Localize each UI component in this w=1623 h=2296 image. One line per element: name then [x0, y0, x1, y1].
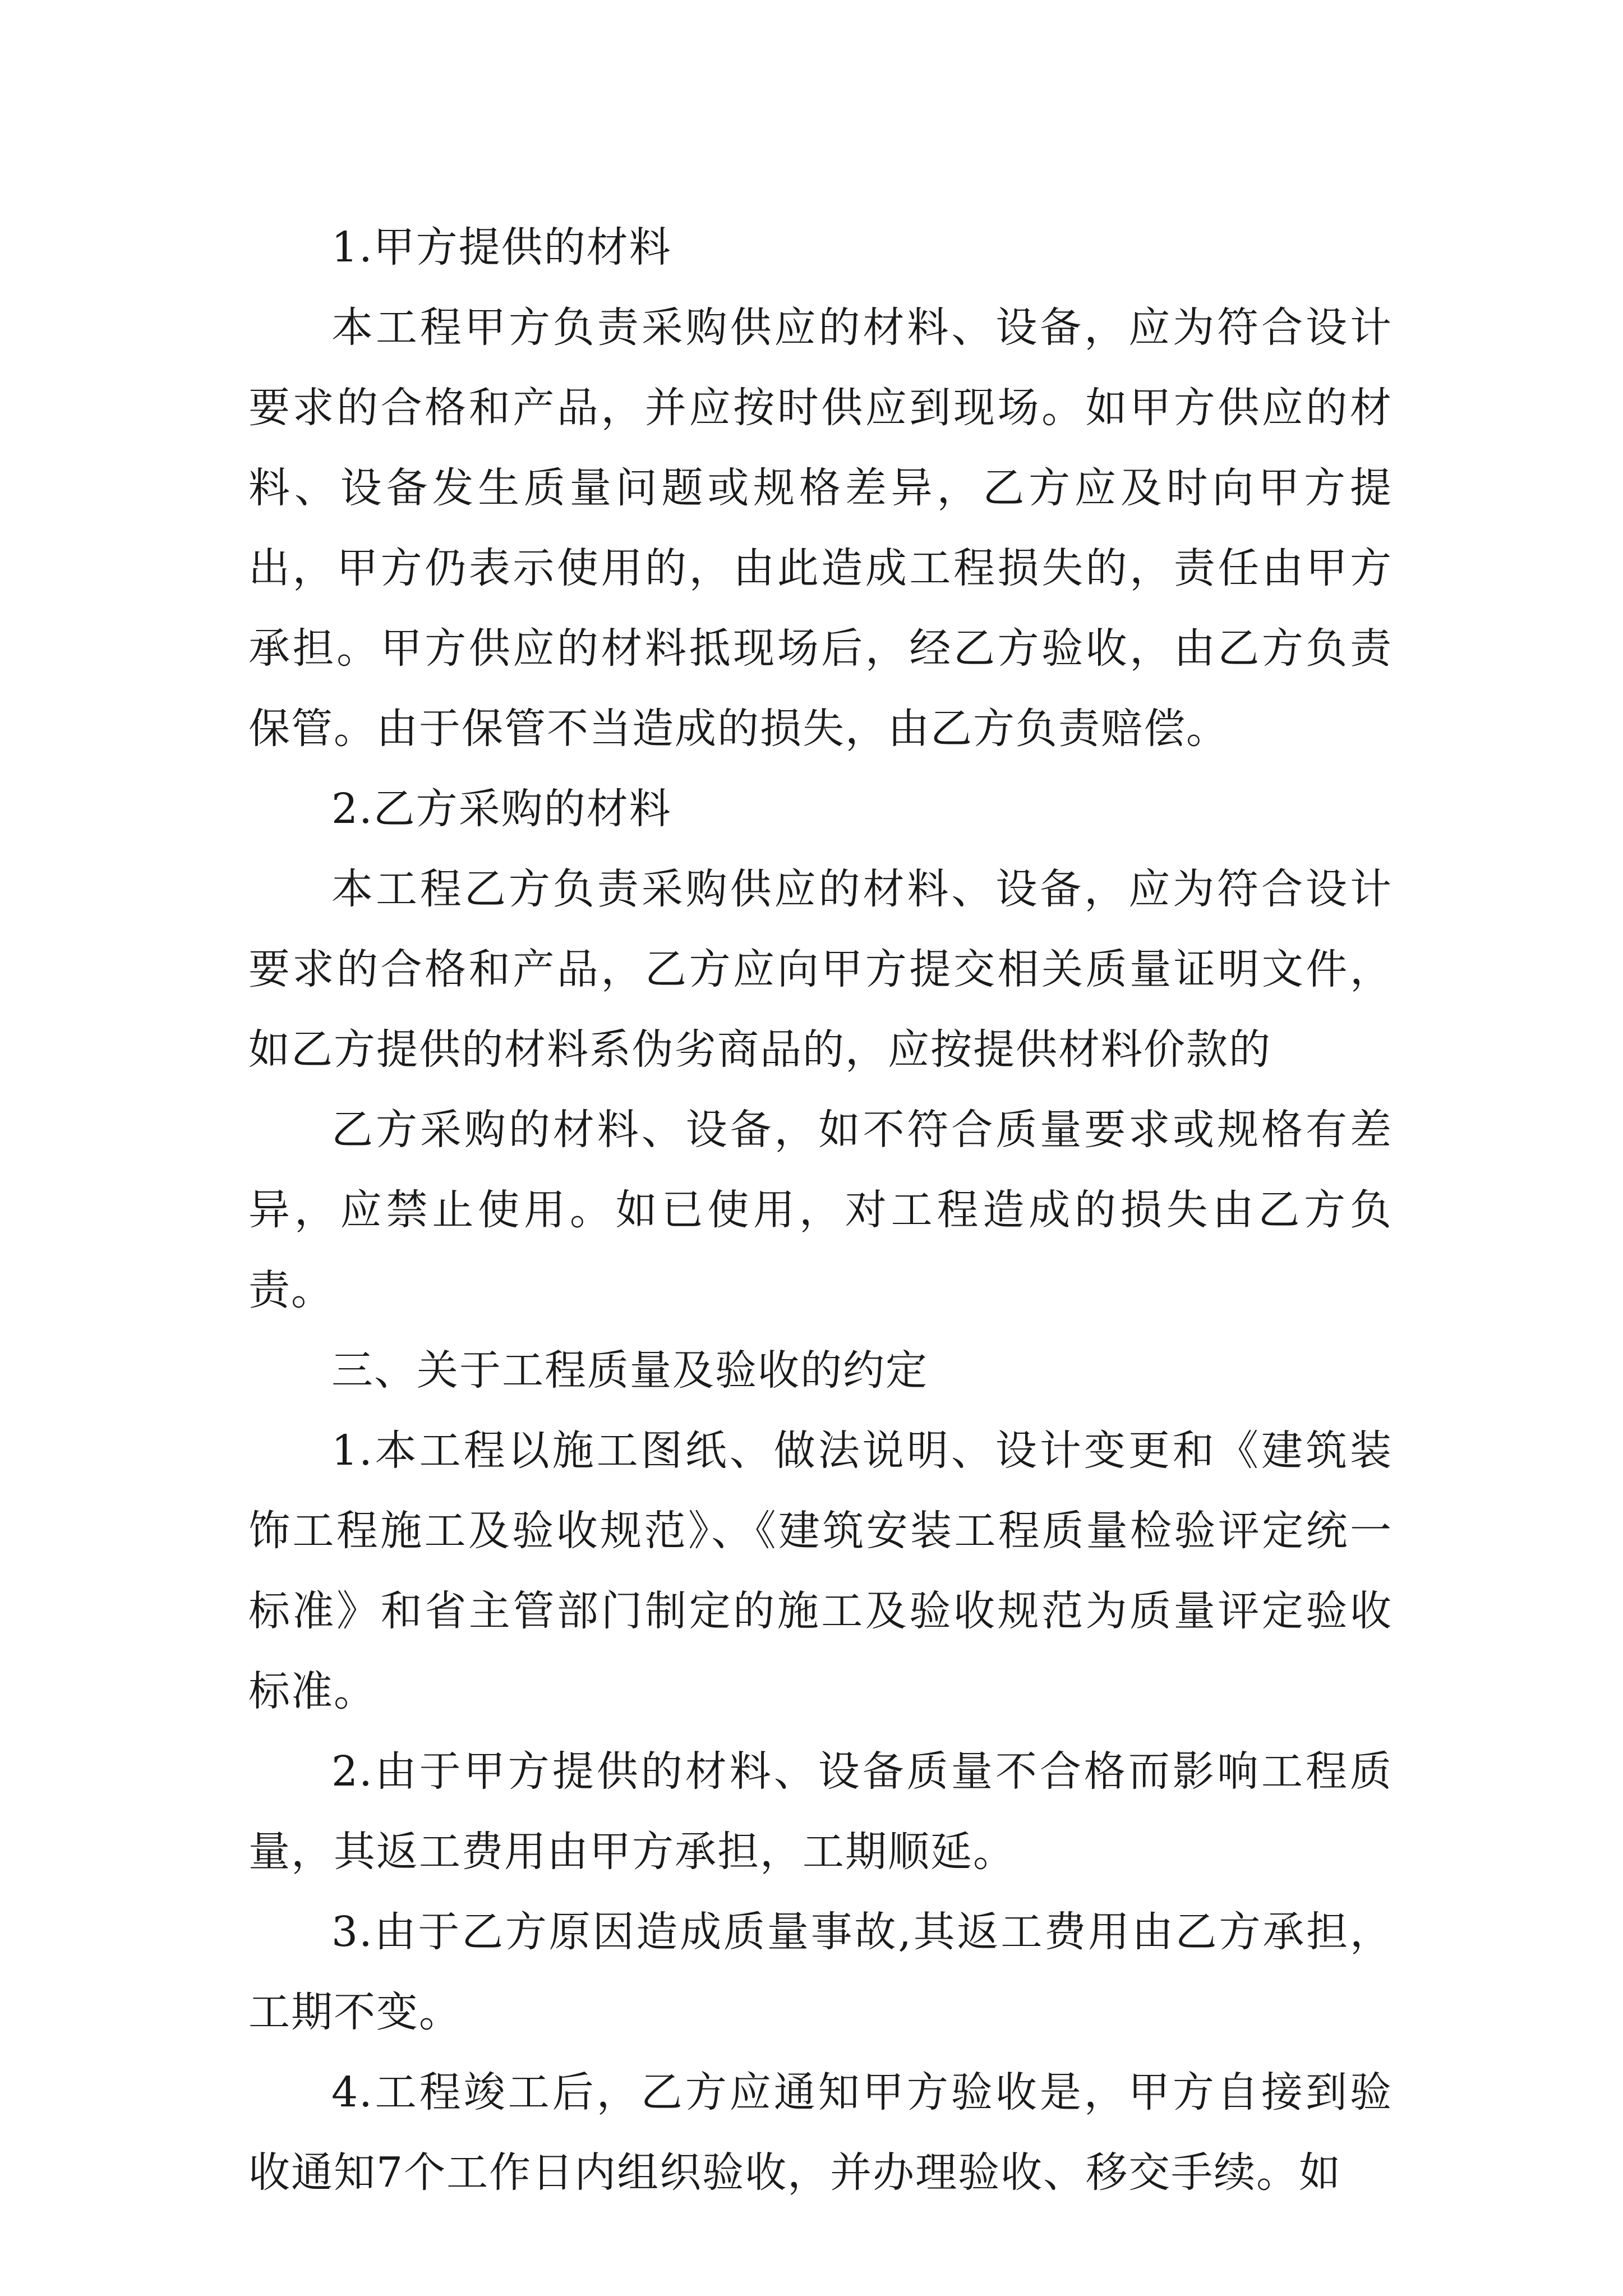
paragraph-party-b-materials: 本工程乙方负责采购供应的材料、设备，应为符合设计要求的合格和产品，乙方应向甲方提交相关质量证明文件，如乙方提供的材料系伪劣商品的，应按提供材料价款的	[248, 865, 1393, 1074]
document-body	[248, 208, 1393, 2213]
paragraph-party-a-materials: 本工程甲方负责采购供应的材料、设备，应为符合设计要求的合格和产品，并应按时供应到现场。如甲方供应的材料、设备发生质量问题或规格差异，乙方应及时向甲方提出，甲方仍表示使用的，由此造成工程损失的，责任由甲方承担。甲方供应的材料抵现场后，经乙方验收，由乙方负责保管。由于保管不当造成的损失，由乙方负责赔偿。	[248, 303, 1393, 753]
clause-party-b-accidents: 3.由于乙方原因造成质量事故,其返工费用由乙方承担，工期不变。	[248, 1908, 1393, 2036]
section-heading-quality-acceptance: 三、关于工程质量及验收的约定	[331, 1346, 928, 1395]
clause-quality-standard: 1.本工程以施工图纸、做法说明、设计变更和《建筑装饰工程施工及验收规范》、《建筑安装工程质量检验评定统一标准》和省主管部门制定的施工及验收规范为质量评定验收标准。	[248, 1427, 1393, 1715]
paragraph-party-b-nonconforming: 乙方采购的材料、设备，如不符合质量要求或规格有差异，应禁止使用。如已使用，对工程造成的损失由乙方负责。	[248, 1106, 1393, 1314]
clause-party-a-defects: 2.由于甲方提供的材料、设备质量不合格而影响工程质量，其返工费用由甲方承担，工期顺延。	[248, 1747, 1393, 1876]
heading-party-a-materials: 1.甲方提供的材料	[331, 223, 672, 272]
heading-party-b-materials: 2.乙方采购的材料	[331, 785, 672, 833]
clause-completion-acceptance: 4.工程竣工后，乙方应通知甲方验收是，甲方自接到验收通知7个工作日内组织验收，并办理验收、移交手续。如	[248, 2068, 1393, 2197]
